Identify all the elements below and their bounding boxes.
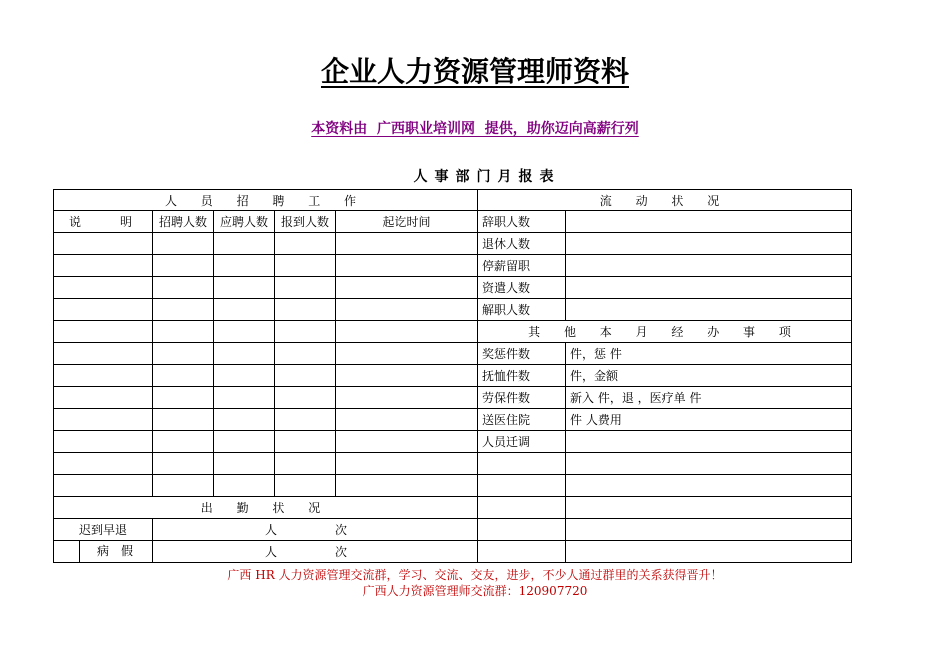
attendance-label-late: 迟到早退 [54, 519, 153, 541]
column-header-reported: 报到人数 [275, 211, 336, 233]
turnover-label-retired: 退休人数 [478, 233, 566, 255]
document-title: 企业人力资源管理师资料 [320, 55, 629, 88]
table-row [54, 365, 852, 387]
table-row [54, 343, 852, 365]
table-row [54, 431, 852, 453]
table-row [54, 475, 852, 497]
section-header-row [54, 190, 852, 211]
report-title: 人事部门月报表 [413, 169, 561, 185]
table-row [54, 255, 852, 277]
unit-times: 次 [335, 523, 348, 537]
turnover-value-laid-off[interactable] [566, 277, 852, 299]
column-header-openings: 招聘人数 [153, 211, 214, 233]
table-row [54, 211, 852, 233]
unit-times: 次 [335, 545, 348, 559]
table-row [54, 277, 852, 299]
column-header-description: 说 明 [54, 211, 153, 233]
table-row [54, 299, 852, 321]
turnover-label-dismissed: 解职人数 [478, 299, 566, 321]
unit-person: 人 [265, 523, 278, 537]
turnover-label-resigned: 辞职人数 [478, 211, 566, 233]
table-row [54, 387, 852, 409]
other-label-pension: 抚恤件数 [478, 365, 566, 387]
table-row [54, 409, 852, 431]
other-value-rewards[interactable]: 件，惩 件 [566, 343, 852, 365]
other-value-pension[interactable]: 件，金额 [566, 365, 852, 387]
attendance-value-sick[interactable] [153, 541, 478, 563]
turnover-label-laid-off: 资遣人数 [478, 277, 566, 299]
other-label-insurance: 劳保件数 [478, 387, 566, 409]
table-row [54, 321, 852, 343]
attendance-label-sick: 病 假 [79, 541, 133, 562]
attendance-section-header: 出 勤 状 况 [54, 497, 478, 519]
other-value-hospital[interactable]: 件 人费用 [566, 409, 852, 431]
footer-group-number: 广西人力资源管理师交流群：120907720 [362, 584, 588, 598]
other-label-hospital: 送医住院 [478, 409, 566, 431]
table-row [54, 519, 852, 541]
recruitment-section-header: 人 员 招 聘 工 作 [54, 190, 478, 211]
attendance-label-sick-cell [54, 541, 153, 563]
attendance-value-late[interactable] [153, 519, 478, 541]
other-matters-header: 其 他 本 月 经 办 事 项 [478, 321, 852, 343]
turnover-value-resigned[interactable] [566, 211, 852, 233]
hr-monthly-report-table [53, 189, 852, 563]
unit-person: 人 [265, 545, 278, 559]
turnover-value-unpaid-leave[interactable] [566, 255, 852, 277]
table-row [54, 453, 852, 475]
turnover-label-unpaid-leave: 停薪留职 [478, 255, 566, 277]
other-label-rewards: 奖惩件数 [478, 343, 566, 365]
table-row [54, 541, 852, 563]
turnover-section-header: 流 动 状 况 [478, 190, 852, 211]
other-value-insurance[interactable]: 新入 件，退 ，医疗单 件 [566, 387, 852, 409]
table-row [54, 233, 852, 255]
column-header-applicants: 应聘人数 [214, 211, 275, 233]
column-header-period: 起讫时间 [336, 211, 478, 233]
turnover-value-dismissed[interactable] [566, 299, 852, 321]
other-label-transfer: 人员迁调 [478, 431, 566, 453]
footer-promo-line: 广西 HR 人力资源管理交流群，学习、交流、交友，进步，不少人通过群里的关系获得晋升！ [227, 568, 723, 582]
source-subtitle[interactable]: 本资料由 广西职业培训网 提供，助你迈向高薪行列 [311, 121, 639, 137]
turnover-value-retired[interactable] [566, 233, 852, 255]
other-value-transfer[interactable] [566, 431, 852, 453]
table-row [54, 497, 852, 519]
